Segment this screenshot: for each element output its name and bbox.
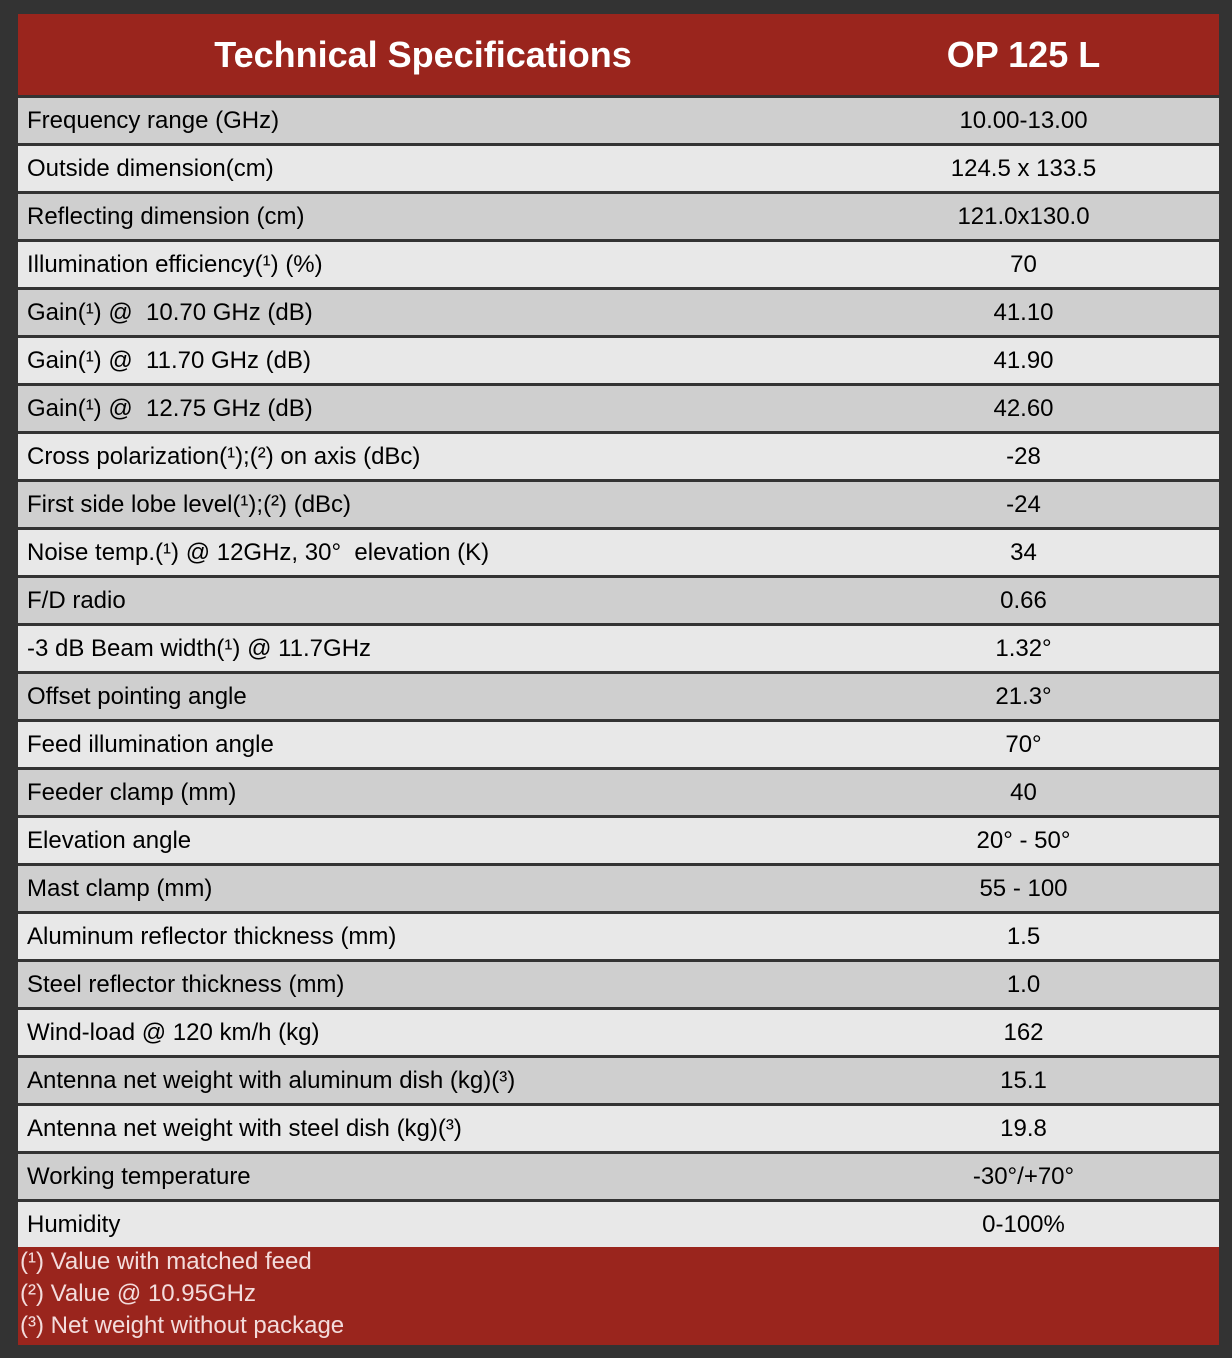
- spec-label: Offset pointing angle: [27, 682, 247, 710]
- spec-label: Feeder clamp (mm): [27, 778, 237, 806]
- spec-label: Gain(¹) @ 11.70 GHz (dB): [27, 346, 311, 374]
- spec-label: Working temperature: [27, 1162, 251, 1190]
- footnotes: [18, 1247, 1219, 1345]
- spec-label: Aluminum reflector thickness (mm): [27, 922, 397, 950]
- table-row: [18, 1202, 1219, 1247]
- spec-label: Cross polarization(¹);(²) on axis (dBc): [27, 442, 421, 470]
- spec-value: 34: [1010, 538, 1037, 566]
- table-row: [18, 386, 1219, 434]
- table-row: [18, 914, 1219, 962]
- table-row: [18, 146, 1219, 194]
- spec-value: 124.5 x 133.5: [950, 154, 1097, 182]
- spec-value: 40: [1010, 778, 1037, 806]
- spec-label: Gain(¹) @ 10.70 GHz (dB): [27, 298, 313, 326]
- table-header: [18, 14, 1219, 95]
- table-row: [18, 674, 1219, 722]
- footnote: (²) Value @ 10.95GHz: [20, 1280, 257, 1307]
- table-row: [18, 1154, 1219, 1202]
- table-row: [18, 1058, 1219, 1106]
- table-row: [18, 338, 1219, 386]
- spec-value: 20° - 50°: [976, 826, 1071, 854]
- table-row: [18, 962, 1219, 1010]
- spec-label: Reflecting dimension (cm): [27, 202, 305, 230]
- spec-value: 0.66: [1000, 586, 1047, 614]
- spec-table: [18, 14, 1219, 1345]
- spec-value: 42.60: [993, 394, 1054, 422]
- table-row: [18, 818, 1219, 866]
- spec-value: -30°/+70°: [972, 1162, 1075, 1190]
- spec-value: 162: [1003, 1018, 1044, 1046]
- table-row: [18, 770, 1219, 818]
- header-title: Technical Specifications: [214, 33, 632, 75]
- spec-value: 41.90: [993, 346, 1054, 374]
- spec-label: First side lobe level(¹);(²) (dBc): [27, 490, 352, 518]
- spec-value: 10.00-13.00: [959, 106, 1088, 134]
- spec-value: 121.0x130.0: [957, 202, 1090, 230]
- spec-value: 1.0: [1006, 970, 1041, 998]
- footnote: (³) Net weight without package: [20, 1312, 345, 1339]
- table-row: [18, 242, 1219, 290]
- spec-value: 55 - 100: [979, 874, 1068, 902]
- spec-label: Humidity: [27, 1210, 121, 1238]
- spec-label: Gain(¹) @ 12.75 GHz (dB): [27, 394, 313, 422]
- spec-value: 21.3°: [995, 682, 1052, 710]
- table-row: [18, 578, 1219, 626]
- table-row: [18, 866, 1219, 914]
- spec-value: 70°: [1005, 730, 1042, 758]
- spec-label: Mast clamp (mm): [27, 874, 213, 902]
- table-row: [18, 626, 1219, 674]
- spec-label: Wind-load @ 120 km/h (kg): [27, 1018, 320, 1046]
- spec-value: -28: [1006, 442, 1041, 470]
- table-row: [18, 722, 1219, 770]
- spec-label: Illumination efficiency(¹) (%): [27, 250, 323, 278]
- spec-value: 1.5: [1006, 922, 1041, 950]
- spec-value: -24: [1006, 490, 1041, 518]
- spec-label: Elevation angle: [27, 826, 192, 854]
- spec-label: Noise temp.(¹) @ 12GHz, 30° elevation (K): [27, 538, 490, 566]
- table-row: [18, 1010, 1219, 1058]
- spec-label: Antenna net weight with steel dish (kg)(³): [27, 1114, 462, 1142]
- table-row: [18, 194, 1219, 242]
- spec-value: 1.32°: [995, 634, 1052, 662]
- table-row: [18, 1106, 1219, 1154]
- spec-value: 70: [1010, 250, 1037, 278]
- spec-label: Feed illumination angle: [27, 730, 274, 758]
- footnote: (¹) Value with matched feed: [20, 1248, 312, 1275]
- table-row: [18, 434, 1219, 482]
- spec-value: 15.1: [1000, 1066, 1047, 1094]
- spec-value: 0-100%: [982, 1210, 1065, 1238]
- table-row: [18, 98, 1219, 146]
- table-row: [18, 290, 1219, 338]
- spec-label: Steel reflector thickness (mm): [27, 970, 345, 998]
- spec-label: Frequency range (GHz): [27, 106, 280, 134]
- spec-value: 41.10: [993, 298, 1054, 326]
- header-model: OP 125 L: [946, 33, 1101, 75]
- spec-label: -3 dB Beam width(¹) @ 11.7GHz: [27, 634, 372, 662]
- table-row: [18, 530, 1219, 578]
- spec-label: Antenna net weight with aluminum dish (kg)(³): [27, 1066, 516, 1094]
- spec-value: 19.8: [1000, 1114, 1047, 1142]
- spec-rows: [18, 98, 1219, 1247]
- table-row: [18, 482, 1219, 530]
- spec-label: F/D radio: [27, 586, 126, 614]
- spec-label: Outside dimension(cm): [27, 154, 274, 182]
